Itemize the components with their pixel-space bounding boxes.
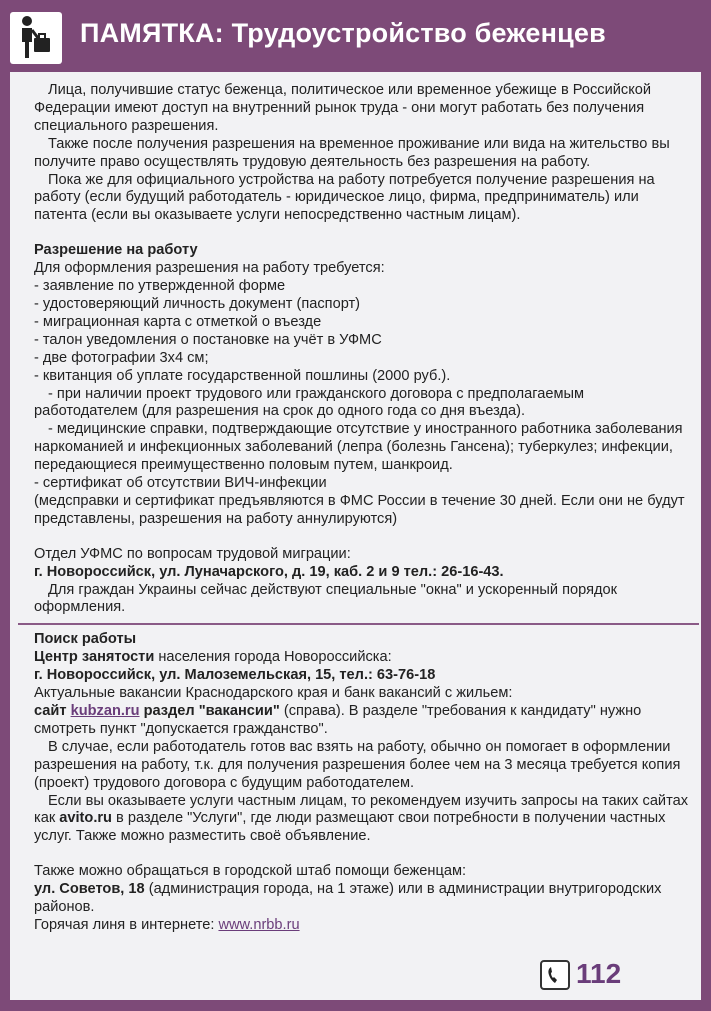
- search-heading: Поиск работы: [34, 631, 137, 648]
- list-item: - удостоверяющий личность документ (паспорт): [34, 295, 361, 312]
- phone-icon: [540, 960, 570, 990]
- header: [10, 8, 700, 66]
- list-item: - при наличии проект трудового или гражданского договора с предполагаемым работодателем (для разрешения на срок до одного года со дня въезда).: [34, 385, 585, 420]
- list-item: - талон уведомления о постановке на учёт в УФМС: [34, 331, 382, 348]
- employment-center-rest: населения города Новороссийска:: [154, 649, 392, 666]
- person-with-suitcase-icon: [10, 12, 62, 64]
- permit-note: (медсправки и сертификат предъявляются в ФМС России в течение 30 дней. Если они не будут представлены, разрешения на работу аннулируются): [34, 492, 685, 527]
- hq-address: [34, 881, 689, 917]
- nrbb-link[interactable]: www.nrbb.ru: [218, 916, 300, 933]
- page-title: ПАМЯТКА: Трудоустройство беженцев: [80, 18, 606, 48]
- ufms-address: г. Новороссийск, ул. Луначарского, д. 19, каб. 2 и 9 тел.: 26-16-43.: [34, 563, 504, 580]
- hq-lead: Также можно обращаться в городской штаб помощи беженцам:: [34, 863, 467, 880]
- employer-paragraph: В случае, если работодатель готов вас взять на работу, обычно он помогает в оформлении разрешения на работу, т.к. для получения разрешения более чем на 3 месяца требуется копия (проект) трудового договора с будущим работодателем.: [34, 738, 681, 791]
- ukraine-note: Для граждан Украины сейчас действуют специальные "окна" и ускоренный порядок оформления.: [34, 581, 618, 616]
- site-label: сайт: [34, 703, 71, 719]
- hq-street-rest: (администрация города, на 1 этаже) или в администрации внутригородских районов.: [34, 881, 662, 916]
- hotline-label: Горячая линя в интернете:: [34, 916, 219, 933]
- hq-street: ул. Советов, 18: [34, 881, 145, 898]
- private-paragraph: [34, 793, 689, 847]
- list-item: - две фотографии 3х4 см;: [34, 349, 209, 366]
- intro-paragraph: Пока же для официального устройства на работу потребуется получение разрешения на работу (если будущий работодатель - юридическое лицо, фирма, предприниматель) или патента (если вы оказываете услуги непосредственно частным лицам).: [34, 171, 655, 224]
- avito-link[interactable]: avito.ru: [59, 810, 112, 827]
- private-text-1: Если вы оказываете услуги частным лицам, то рекомендуем изучить запросы на таких сайтах как: [34, 792, 689, 827]
- list-item: - сертификат об отсутствии ВИЧ-инфекции: [34, 475, 327, 492]
- site-rest: (справа). В разделе "требования к кандидату" нужно смотреть пункт "допускается гражданство".: [34, 703, 642, 737]
- list-item: - заявление по утвержденной форме: [34, 278, 286, 295]
- private-text-2: в разделе "Услуги", где люди размещают свои потребности в получении частных услуг. Также можно разместить своё объявление.: [34, 810, 666, 845]
- list-item: - медицинские справки, подтверждающие отсутствие у иностранного работника заболевания наркоманией и инфекционных заболеваний (лепра (болезнь Гансена); туберкулез; инфекции, передающиеся преимущественно половым путем, шанкроид.: [34, 421, 683, 474]
- emergency-number-value: 112: [576, 958, 622, 989]
- list-item: - миграционная карта с отметкой о въезде: [34, 313, 322, 330]
- divider: [18, 623, 699, 625]
- kubzan-link[interactable]: kubzan.ru: [70, 703, 140, 719]
- intro-paragraph: Также после получения разрешения на временное проживание или вида на жительство вы получите право осуществлять трудовую деятельность без разрешения на работу.: [34, 135, 670, 170]
- employment-center-name: Центр занятости: [34, 649, 155, 666]
- employment-center-address: г. Новороссийск, ул. Малоземельская, 15, тел.: 63-76-18: [34, 667, 436, 684]
- employment-center: [34, 649, 689, 667]
- hotline-line: [34, 917, 689, 935]
- vacancies-text: Актуальные вакансии Краснодарского края и банк вакансий с жильем:: [34, 685, 513, 702]
- ufms-dept: Отдел УФМС по вопросам трудовой миграции:: [34, 545, 351, 562]
- permit-lead: Для оформления разрешения на работу требуется:: [34, 260, 385, 277]
- site-section: раздел "вакансии": [139, 703, 280, 719]
- content: [34, 82, 689, 935]
- intro-paragraph: Лица, получившие статус беженца, политическое или временное убежище в Российской Федерации имеют доступ на внутренний рынок труда - они могут работать без получения специального разрешения.: [34, 82, 652, 134]
- permit-heading: Разрешение на работу: [34, 242, 198, 259]
- site-line: [34, 703, 689, 739]
- list-item: - квитанция об уплате государственной пошлины (2000 руб.).: [34, 367, 451, 384]
- emergency-number: [540, 958, 630, 992]
- content-panel: [10, 72, 701, 1000]
